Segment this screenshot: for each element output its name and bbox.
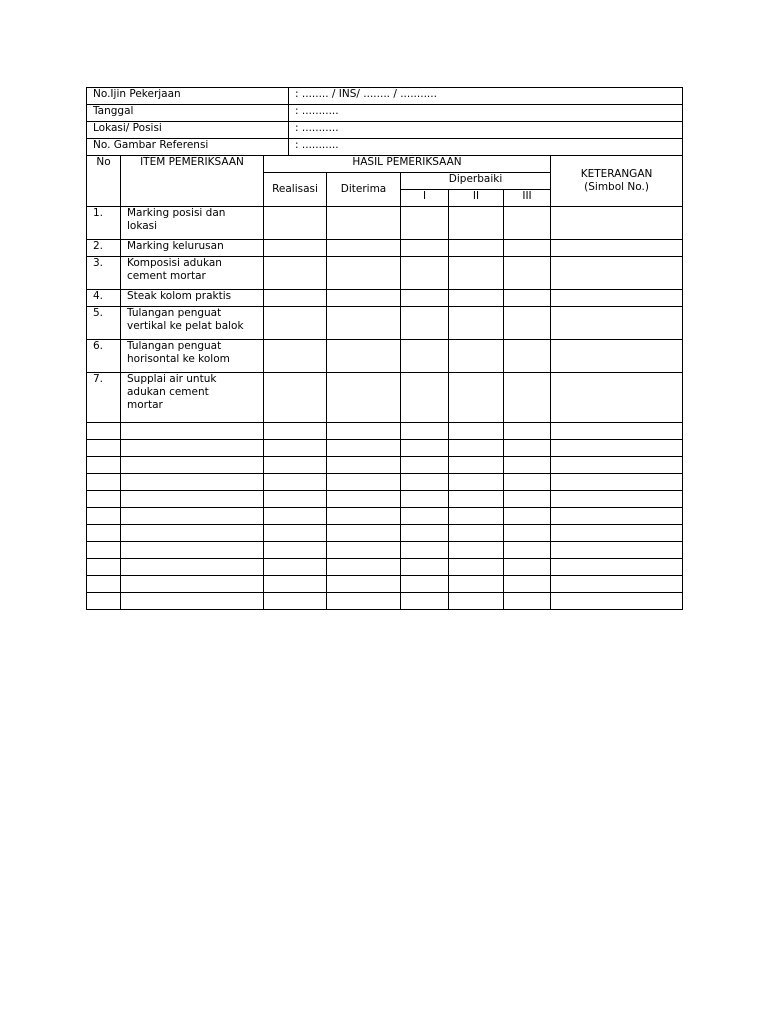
header-item: ITEM PEMERIKSAAN bbox=[121, 156, 264, 207]
diperbaiki-2-cell[interactable] bbox=[449, 423, 504, 440]
keterangan-cell[interactable] bbox=[551, 307, 683, 340]
diterima-cell[interactable] bbox=[327, 525, 401, 542]
blank-row bbox=[87, 559, 683, 576]
header-realisasi: Realisasi bbox=[264, 173, 327, 207]
item-label-line: Komposisi adukan bbox=[127, 257, 222, 269]
realisasi-cell[interactable] bbox=[264, 290, 327, 307]
diperbaiki-1-cell[interactable] bbox=[401, 491, 449, 508]
realisasi-cell[interactable] bbox=[264, 240, 327, 257]
diperbaiki-3-cell[interactable] bbox=[504, 508, 551, 525]
item-row bbox=[87, 373, 683, 423]
item-label-line: Steak kolom praktis bbox=[127, 290, 232, 302]
blank-row bbox=[87, 593, 683, 610]
keterangan-cell[interactable] bbox=[551, 373, 683, 423]
diterima-cell[interactable] bbox=[327, 340, 401, 373]
item-cell[interactable] bbox=[121, 440, 264, 457]
diperbaiki-2-cell[interactable] bbox=[449, 474, 504, 491]
realisasi-cell[interactable] bbox=[264, 559, 327, 576]
number-cell[interactable] bbox=[87, 491, 121, 508]
keterangan-cell[interactable] bbox=[551, 525, 683, 542]
diperbaiki-2-cell[interactable] bbox=[449, 240, 504, 257]
info-label: Tanggal bbox=[87, 105, 289, 122]
diperbaiki-3-cell[interactable] bbox=[504, 240, 551, 257]
item-label-line: cement mortar bbox=[127, 270, 206, 282]
blank-rows bbox=[87, 423, 683, 610]
info-row bbox=[87, 105, 683, 122]
diperbaiki-2-cell[interactable] bbox=[449, 525, 504, 542]
info-row bbox=[87, 122, 683, 139]
blank-row bbox=[87, 457, 683, 474]
blank-row bbox=[87, 440, 683, 457]
diperbaiki-3-cell[interactable] bbox=[504, 576, 551, 593]
item-number: 6. bbox=[87, 340, 121, 373]
number-cell[interactable] bbox=[87, 542, 121, 559]
keterangan-cell[interactable] bbox=[551, 559, 683, 576]
keterangan-cell[interactable] bbox=[551, 240, 683, 257]
diterima-cell[interactable] bbox=[327, 307, 401, 340]
info-row bbox=[87, 88, 683, 105]
diperbaiki-2-cell[interactable] bbox=[449, 307, 504, 340]
column-headers bbox=[87, 156, 683, 207]
diperbaiki-1-cell[interactable] bbox=[401, 440, 449, 457]
diperbaiki-1-cell[interactable] bbox=[401, 474, 449, 491]
item-label-line: Tulangan penguat bbox=[127, 340, 222, 352]
realisasi-cell[interactable] bbox=[264, 257, 327, 290]
realisasi-cell[interactable] bbox=[264, 307, 327, 340]
diperbaiki-1-cell[interactable] bbox=[401, 559, 449, 576]
number-cell[interactable] bbox=[87, 457, 121, 474]
header-keterangan bbox=[551, 156, 683, 207]
diterima-cell[interactable] bbox=[327, 240, 401, 257]
item-label-line: Supplai air untuk bbox=[127, 373, 217, 385]
info-value: : ........... bbox=[289, 105, 683, 122]
diperbaiki-3-cell[interactable] bbox=[504, 491, 551, 508]
item-cell[interactable] bbox=[121, 593, 264, 610]
diperbaiki-2-cell[interactable] bbox=[449, 207, 504, 240]
number-cell[interactable] bbox=[87, 508, 121, 525]
diperbaiki-2-cell[interactable] bbox=[449, 373, 504, 423]
diperbaiki-1-cell[interactable] bbox=[401, 457, 449, 474]
realisasi-cell[interactable] bbox=[264, 440, 327, 457]
diperbaiki-2-cell[interactable] bbox=[449, 576, 504, 593]
diterima-cell[interactable] bbox=[327, 576, 401, 593]
item-label-line: mortar bbox=[127, 399, 163, 411]
item-cell[interactable] bbox=[121, 576, 264, 593]
diperbaiki-1-cell[interactable] bbox=[401, 423, 449, 440]
realisasi-cell[interactable] bbox=[264, 491, 327, 508]
item-row bbox=[87, 307, 683, 340]
diterima-cell[interactable] bbox=[327, 474, 401, 491]
diperbaiki-1-cell[interactable] bbox=[401, 525, 449, 542]
diperbaiki-2-cell[interactable] bbox=[449, 542, 504, 559]
diperbaiki-3-cell[interactable] bbox=[504, 257, 551, 290]
diperbaiki-1-cell[interactable] bbox=[401, 257, 449, 290]
keterangan-cell[interactable] bbox=[551, 257, 683, 290]
item-cell[interactable] bbox=[121, 491, 264, 508]
header-hasil: HASIL PEMERIKSAAN bbox=[264, 156, 551, 173]
realisasi-cell[interactable] bbox=[264, 423, 327, 440]
diterima-cell[interactable] bbox=[327, 423, 401, 440]
diterima-cell[interactable] bbox=[327, 491, 401, 508]
keterangan-cell[interactable] bbox=[551, 542, 683, 559]
item-number: 7. bbox=[87, 373, 121, 423]
diperbaiki-3-cell[interactable] bbox=[504, 340, 551, 373]
diperbaiki-2-cell[interactable] bbox=[449, 340, 504, 373]
diperbaiki-2-cell[interactable] bbox=[449, 440, 504, 457]
info-value: : ........ / INS/ ........ / ........... bbox=[289, 88, 683, 105]
diperbaiki-2-cell[interactable] bbox=[449, 559, 504, 576]
realisasi-cell[interactable] bbox=[264, 508, 327, 525]
header-diperbaiki: Diperbaiki bbox=[401, 173, 551, 190]
item-cell[interactable] bbox=[121, 457, 264, 474]
diterima-cell[interactable] bbox=[327, 373, 401, 423]
diperbaiki-1-cell[interactable] bbox=[401, 207, 449, 240]
item-label-line: horisontal ke kolom bbox=[127, 353, 230, 365]
keterangan-label: KETERANGAN bbox=[580, 168, 653, 180]
diperbaiki-1-cell[interactable] bbox=[401, 340, 449, 373]
item-row bbox=[87, 207, 683, 240]
keterangan-cell[interactable] bbox=[551, 290, 683, 307]
diperbaiki-3-cell[interactable] bbox=[504, 290, 551, 307]
blank-row bbox=[87, 525, 683, 542]
blank-row bbox=[87, 508, 683, 525]
item-cell[interactable] bbox=[121, 525, 264, 542]
header-no: No bbox=[87, 156, 121, 207]
diperbaiki-1-cell[interactable] bbox=[401, 508, 449, 525]
diperbaiki-3-cell[interactable] bbox=[504, 474, 551, 491]
realisasi-cell[interactable] bbox=[264, 542, 327, 559]
diperbaiki-2-cell[interactable] bbox=[449, 491, 504, 508]
keterangan-cell[interactable] bbox=[551, 340, 683, 373]
item-number: 1. bbox=[87, 207, 121, 240]
item-cell[interactable] bbox=[121, 542, 264, 559]
item-label-line: Marking kelurusan bbox=[127, 240, 224, 252]
blank-row bbox=[87, 576, 683, 593]
header-diterima: Diterima bbox=[327, 173, 401, 207]
item-label bbox=[121, 240, 264, 257]
diperbaiki-3-cell[interactable] bbox=[504, 525, 551, 542]
realisasi-cell[interactable] bbox=[264, 340, 327, 373]
realisasi-cell[interactable] bbox=[264, 593, 327, 610]
realisasi-cell[interactable] bbox=[264, 525, 327, 542]
keterangan-cell[interactable] bbox=[551, 440, 683, 457]
diterima-cell[interactable] bbox=[327, 440, 401, 457]
header-diperbaiki-1: I bbox=[401, 190, 449, 207]
info-label: No. Gambar Referensi bbox=[87, 139, 289, 156]
item-label bbox=[121, 290, 264, 307]
inspection-items bbox=[87, 207, 683, 423]
diperbaiki-2-cell[interactable] bbox=[449, 457, 504, 474]
diterima-cell[interactable] bbox=[327, 593, 401, 610]
info-label: No.Ijin Pekerjaan bbox=[87, 88, 289, 105]
header-diperbaiki-2: II bbox=[449, 190, 504, 207]
blank-row bbox=[87, 474, 683, 491]
info-value: : ........... bbox=[289, 139, 683, 156]
diterima-cell[interactable] bbox=[327, 559, 401, 576]
diperbaiki-3-cell[interactable] bbox=[504, 593, 551, 610]
diperbaiki-1-cell[interactable] bbox=[401, 307, 449, 340]
item-label-line: Tulangan penguat bbox=[127, 307, 222, 319]
form-header-info bbox=[87, 88, 683, 156]
item-label bbox=[121, 257, 264, 290]
blank-row bbox=[87, 423, 683, 440]
simbol-label: (Simbol No.) bbox=[584, 181, 649, 193]
header-diperbaiki-3: III bbox=[504, 190, 551, 207]
diperbaiki-2-cell[interactable] bbox=[449, 508, 504, 525]
diperbaiki-3-cell[interactable] bbox=[504, 307, 551, 340]
diperbaiki-1-cell[interactable] bbox=[401, 240, 449, 257]
item-label bbox=[121, 373, 264, 423]
number-cell[interactable] bbox=[87, 423, 121, 440]
info-row bbox=[87, 139, 683, 156]
blank-row bbox=[87, 491, 683, 508]
realisasi-cell[interactable] bbox=[264, 457, 327, 474]
item-number: 5. bbox=[87, 307, 121, 340]
item-row bbox=[87, 257, 683, 290]
keterangan-cell[interactable] bbox=[551, 207, 683, 240]
number-cell[interactable] bbox=[87, 474, 121, 491]
info-value: : ........... bbox=[289, 122, 683, 139]
item-number: 2. bbox=[87, 240, 121, 257]
diperbaiki-1-cell[interactable] bbox=[401, 576, 449, 593]
realisasi-cell[interactable] bbox=[264, 576, 327, 593]
diterima-cell[interactable] bbox=[327, 508, 401, 525]
diperbaiki-2-cell[interactable] bbox=[449, 593, 504, 610]
diperbaiki-3-cell[interactable] bbox=[504, 559, 551, 576]
item-row bbox=[87, 290, 683, 307]
item-cell[interactable] bbox=[121, 474, 264, 491]
diperbaiki-3-cell[interactable] bbox=[504, 207, 551, 240]
diperbaiki-3-cell[interactable] bbox=[504, 423, 551, 440]
diperbaiki-2-cell[interactable] bbox=[449, 290, 504, 307]
item-label-line: Marking posisi dan bbox=[127, 207, 226, 219]
blank-row bbox=[87, 542, 683, 559]
diperbaiki-1-cell[interactable] bbox=[401, 373, 449, 423]
item-label-line: lokasi bbox=[127, 220, 158, 232]
item-label-line: vertikal ke pelat balok bbox=[127, 320, 244, 332]
keterangan-cell[interactable] bbox=[551, 423, 683, 440]
diperbaiki-3-cell[interactable] bbox=[504, 440, 551, 457]
number-cell[interactable] bbox=[87, 559, 121, 576]
keterangan-cell[interactable] bbox=[551, 491, 683, 508]
realisasi-cell[interactable] bbox=[264, 207, 327, 240]
keterangan-cell[interactable] bbox=[551, 576, 683, 593]
diperbaiki-1-cell[interactable] bbox=[401, 290, 449, 307]
item-cell[interactable] bbox=[121, 559, 264, 576]
item-row bbox=[87, 240, 683, 257]
diperbaiki-1-cell[interactable] bbox=[401, 593, 449, 610]
diterima-cell[interactable] bbox=[327, 542, 401, 559]
diperbaiki-3-cell[interactable] bbox=[504, 457, 551, 474]
item-number: 3. bbox=[87, 257, 121, 290]
item-label bbox=[121, 307, 264, 340]
diperbaiki-3-cell[interactable] bbox=[504, 373, 551, 423]
item-label bbox=[121, 340, 264, 373]
inspection-form-table bbox=[86, 87, 683, 610]
number-cell[interactable] bbox=[87, 440, 121, 457]
keterangan-cell[interactable] bbox=[551, 508, 683, 525]
diperbaiki-2-cell[interactable] bbox=[449, 257, 504, 290]
item-number: 4. bbox=[87, 290, 121, 307]
realisasi-cell[interactable] bbox=[264, 474, 327, 491]
diperbaiki-3-cell[interactable] bbox=[504, 542, 551, 559]
item-cell[interactable] bbox=[121, 508, 264, 525]
keterangan-cell[interactable] bbox=[551, 457, 683, 474]
item-row bbox=[87, 340, 683, 373]
diterima-cell[interactable] bbox=[327, 457, 401, 474]
diterima-cell[interactable] bbox=[327, 290, 401, 307]
diterima-cell[interactable] bbox=[327, 207, 401, 240]
keterangan-cell[interactable] bbox=[551, 474, 683, 491]
item-label bbox=[121, 207, 264, 240]
diterima-cell[interactable] bbox=[327, 257, 401, 290]
number-cell[interactable] bbox=[87, 576, 121, 593]
number-cell[interactable] bbox=[87, 525, 121, 542]
number-cell[interactable] bbox=[87, 593, 121, 610]
keterangan-cell[interactable] bbox=[551, 593, 683, 610]
info-label: Lokasi/ Posisi bbox=[87, 122, 289, 139]
item-label-line: adukan cement bbox=[127, 386, 209, 398]
diperbaiki-1-cell[interactable] bbox=[401, 542, 449, 559]
realisasi-cell[interactable] bbox=[264, 373, 327, 423]
item-cell[interactable] bbox=[121, 423, 264, 440]
